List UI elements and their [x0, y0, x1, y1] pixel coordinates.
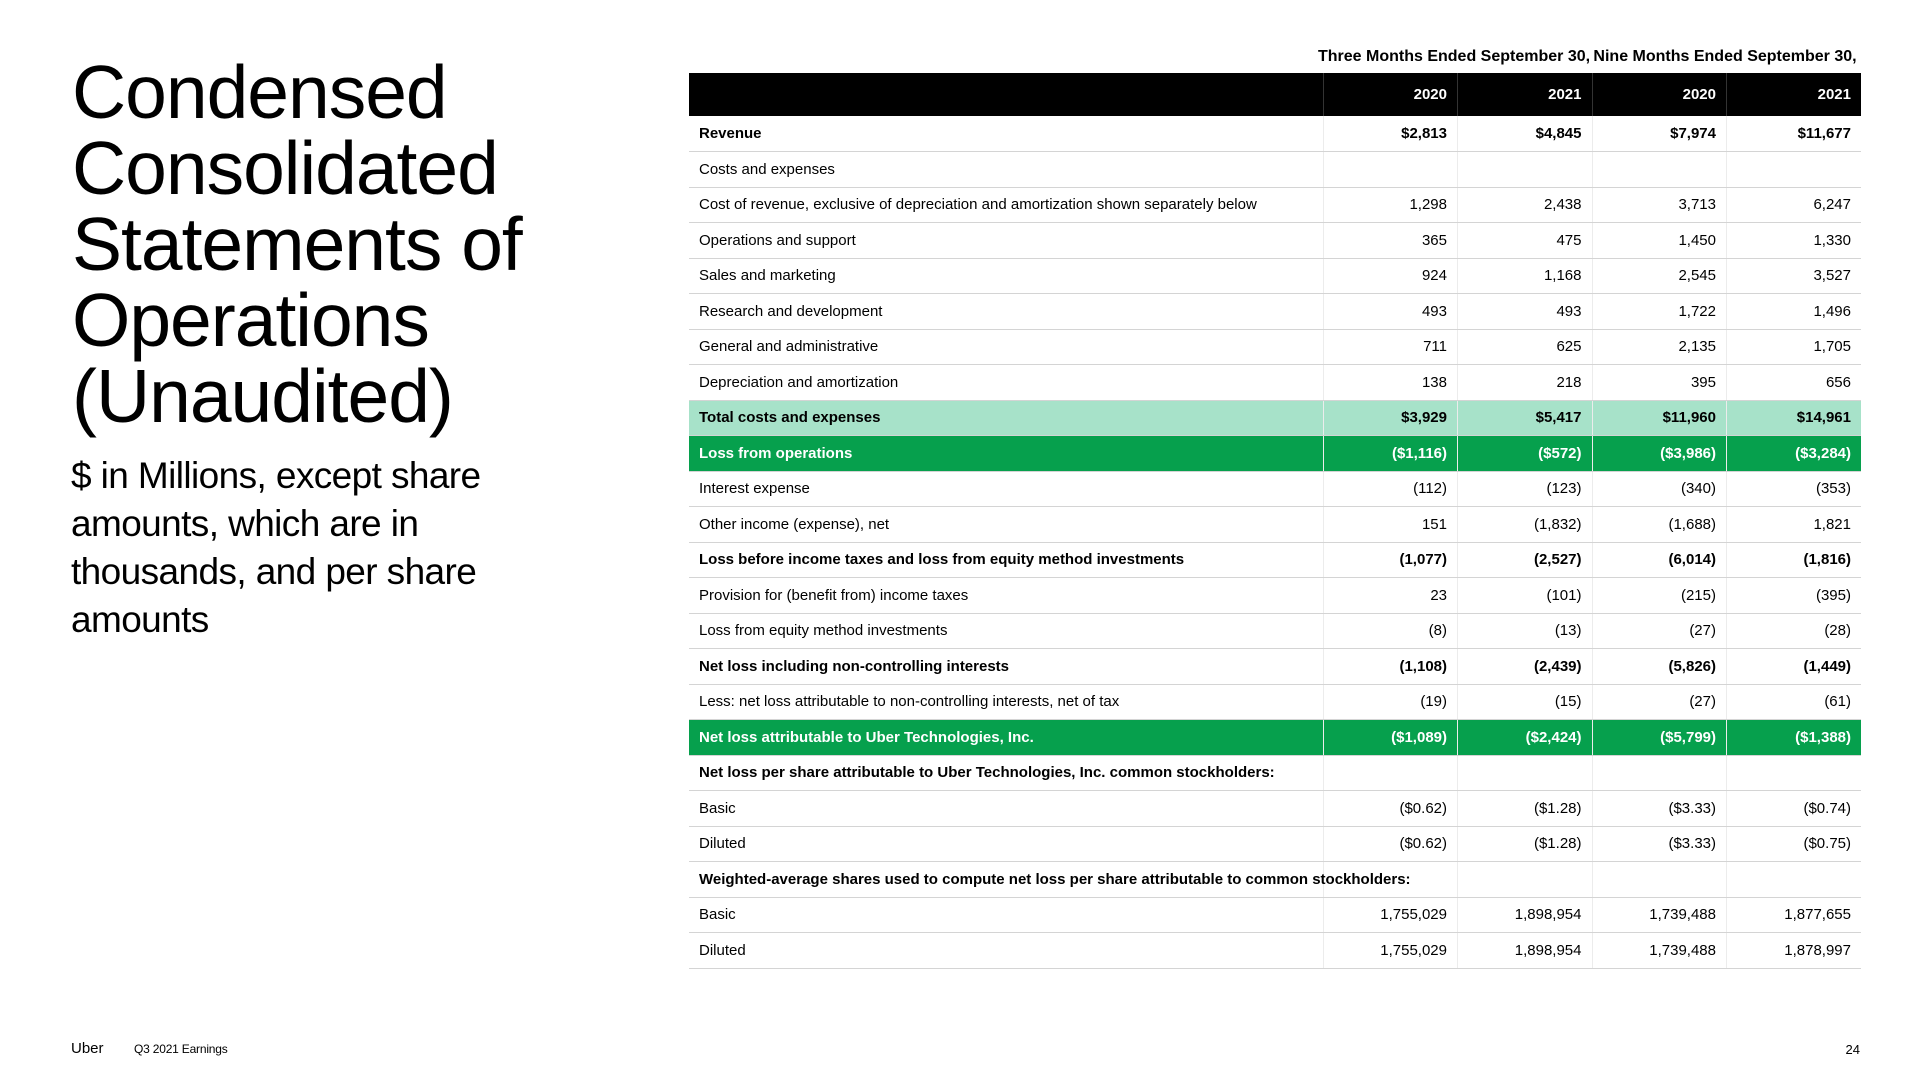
cell-value: 493	[1458, 294, 1593, 330]
footer-text: Q3 2021 Earnings	[134, 1042, 228, 1056]
row-net-loss-per-share-heading	[689, 755, 1861, 791]
cell-value: 1,722	[1592, 294, 1727, 330]
row-label: Sales and marketing	[689, 258, 1323, 294]
row-label: Less: net loss attributable to non-controlling interests, net of tax	[689, 684, 1323, 720]
cell-value: (1,816)	[1727, 542, 1862, 578]
row-label: Total costs and expenses	[689, 400, 1323, 436]
cell-value	[1592, 862, 1727, 898]
cell-value: (1,108)	[1323, 649, 1458, 685]
row-label: Interest expense	[689, 471, 1323, 507]
column-header-9m-2020: 2020	[1592, 73, 1727, 116]
row-label: Cost of revenue, exclusive of depreciation and amortization shown separately below	[689, 187, 1323, 223]
cell-value: (27)	[1592, 684, 1727, 720]
cell-value: 1,739,488	[1592, 933, 1727, 969]
cell-value: (8)	[1323, 613, 1458, 649]
row-less-nci	[689, 684, 1861, 720]
cell-value: (13)	[1458, 613, 1593, 649]
row-other-income-expense	[689, 507, 1861, 543]
cell-value: (2,439)	[1458, 649, 1593, 685]
cell-value: 1,168	[1458, 258, 1593, 294]
cell-value: 1,878,997	[1727, 933, 1862, 969]
row-cost-of-revenue	[689, 187, 1861, 223]
cell-value: 656	[1727, 365, 1862, 401]
cell-value: 1,898,954	[1458, 897, 1593, 933]
cell-value: 1,821	[1727, 507, 1862, 543]
cell-value: ($1.28)	[1458, 826, 1593, 862]
cell-value: 151	[1323, 507, 1458, 543]
cell-value: 1,450	[1592, 223, 1727, 259]
page-title: Condensed Consolidated Statements of Operations (Unaudited)	[72, 50, 522, 438]
cell-value: $3,929	[1323, 400, 1458, 436]
cell-value: 3,527	[1727, 258, 1862, 294]
cell-value: ($3.33)	[1592, 791, 1727, 827]
column-header-q3-2021: 2021	[1458, 73, 1593, 116]
cell-value: $11,677	[1727, 116, 1862, 152]
row-label: Basic	[689, 897, 1323, 933]
cell-value: ($3,284)	[1727, 436, 1862, 472]
row-label: Costs and expenses	[689, 152, 1323, 188]
cell-value: (5,826)	[1592, 649, 1727, 685]
row-total-costs-and-expenses	[689, 400, 1861, 436]
cell-value: (15)	[1458, 684, 1593, 720]
cell-value: (27)	[1592, 613, 1727, 649]
row-label: Depreciation and amortization	[689, 365, 1323, 401]
row-label: Net loss including non-controlling interests	[689, 649, 1323, 685]
cell-value: 1,755,029	[1323, 897, 1458, 933]
row-label: Operations and support	[689, 223, 1323, 259]
cell-value: (215)	[1592, 578, 1727, 614]
cell-value: 1,755,029	[1323, 933, 1458, 969]
cell-value: 365	[1323, 223, 1458, 259]
row-label: Provision for (benefit from) income taxes	[689, 578, 1323, 614]
cell-value: 1,898,954	[1458, 933, 1593, 969]
footer-brand: Uber	[71, 1040, 104, 1057]
row-costs-and-expenses	[689, 152, 1861, 188]
cell-value: (1,688)	[1592, 507, 1727, 543]
cell-value: (112)	[1323, 471, 1458, 507]
row-loss-from-equity-method	[689, 613, 1861, 649]
cell-value	[1727, 862, 1862, 898]
row-operations-and-support	[689, 223, 1861, 259]
cell-value: ($572)	[1458, 436, 1593, 472]
cell-value: (1,449)	[1727, 649, 1862, 685]
statement-of-operations-table	[689, 73, 1861, 969]
row-label: Loss from operations	[689, 436, 1323, 472]
cell-value	[1323, 755, 1458, 791]
row-label: Loss from equity method investments	[689, 613, 1323, 649]
period-header-three-months: Three Months Ended September 30,	[1318, 48, 1591, 65]
row-loss-from-operations	[689, 436, 1861, 472]
cell-value: $14,961	[1727, 400, 1862, 436]
row-label: Diluted	[689, 933, 1323, 969]
cell-value	[1458, 152, 1593, 188]
cell-value	[1458, 862, 1593, 898]
cell-value: 1,330	[1727, 223, 1862, 259]
cell-value: ($1,388)	[1727, 720, 1862, 756]
cell-value: (101)	[1458, 578, 1593, 614]
row-label: Weighted-average shares used to compute net loss per share attributable to common stockholders:	[689, 862, 1323, 898]
cell-value: (353)	[1727, 471, 1862, 507]
period-header-nine-months: Nine Months Ended September 30,	[1593, 48, 1857, 65]
cell-value: 493	[1323, 294, 1458, 330]
cell-value: (340)	[1592, 471, 1727, 507]
row-net-loss-attributable-to-uber	[689, 720, 1861, 756]
row-research-and-development	[689, 294, 1861, 330]
cell-value: ($1,089)	[1323, 720, 1458, 756]
cell-value: $4,845	[1458, 116, 1593, 152]
row-interest-expense	[689, 471, 1861, 507]
cell-value: ($1.28)	[1458, 791, 1593, 827]
cell-value	[1458, 755, 1593, 791]
row-label: Net loss per share attributable to Uber Technologies, Inc. common stockholders:	[689, 755, 1323, 791]
cell-value: $7,974	[1592, 116, 1727, 152]
cell-value: ($3.33)	[1592, 826, 1727, 862]
cell-value: 6,247	[1727, 187, 1862, 223]
cell-value: ($1,116)	[1323, 436, 1458, 472]
cell-value: 2,438	[1458, 187, 1593, 223]
cell-value: (1,077)	[1323, 542, 1458, 578]
row-label: Diluted	[689, 826, 1323, 862]
cell-value: 218	[1458, 365, 1593, 401]
row-eps-diluted	[689, 826, 1861, 862]
cell-value: 1,739,488	[1592, 897, 1727, 933]
cell-value: 3,713	[1592, 187, 1727, 223]
cell-value: ($5,799)	[1592, 720, 1727, 756]
row-label: Basic	[689, 791, 1323, 827]
row-depreciation-and-amortization	[689, 365, 1861, 401]
page-subtitle: $ in Millions, except share amounts, which are in thousands, and per share amounts	[71, 455, 481, 640]
cell-value: 2,135	[1592, 329, 1727, 365]
cell-value: (2,527)	[1458, 542, 1593, 578]
cell-value: 924	[1323, 258, 1458, 294]
row-net-loss-including-nci	[689, 649, 1861, 685]
row-shares-basic	[689, 897, 1861, 933]
row-label: Revenue	[689, 116, 1323, 152]
cell-value: ($0.75)	[1727, 826, 1862, 862]
row-sales-and-marketing	[689, 258, 1861, 294]
cell-value: 1,877,655	[1727, 897, 1862, 933]
cell-value: (61)	[1727, 684, 1862, 720]
cell-value: $5,417	[1458, 400, 1593, 436]
row-eps-basic	[689, 791, 1861, 827]
cell-value: (19)	[1323, 684, 1458, 720]
cell-value: ($3,986)	[1592, 436, 1727, 472]
column-header-q3-2020: 2020	[1323, 73, 1458, 116]
row-label: Net loss attributable to Uber Technologies, Inc.	[689, 720, 1323, 756]
cell-value: 475	[1458, 223, 1593, 259]
cell-value: (395)	[1727, 578, 1862, 614]
row-loss-before-income-taxes	[689, 542, 1861, 578]
row-shares-diluted	[689, 933, 1861, 969]
page-number: 24	[1845, 1042, 1860, 1057]
row-general-and-administrative	[689, 329, 1861, 365]
cell-value: 2,545	[1592, 258, 1727, 294]
cell-value: $11,960	[1592, 400, 1727, 436]
row-revenue	[689, 116, 1861, 152]
cell-value: (123)	[1458, 471, 1593, 507]
cell-value: 23	[1323, 578, 1458, 614]
column-header-label	[689, 73, 1323, 116]
row-label: Research and development	[689, 294, 1323, 330]
cell-value: 711	[1323, 329, 1458, 365]
cell-value: 1,705	[1727, 329, 1862, 365]
row-weighted-average-shares-heading	[689, 862, 1861, 898]
row-provision-for-income-taxes	[689, 578, 1861, 614]
table-header-row	[689, 73, 1861, 116]
cell-value: 138	[1323, 365, 1458, 401]
cell-value: 1,298	[1323, 187, 1458, 223]
cell-value: 1,496	[1727, 294, 1862, 330]
cell-value	[1727, 152, 1862, 188]
cell-value: 395	[1592, 365, 1727, 401]
row-label: General and administrative	[689, 329, 1323, 365]
row-label: Loss before income taxes and loss from equity method investments	[689, 542, 1323, 578]
cell-value: (28)	[1727, 613, 1862, 649]
cell-value: (6,014)	[1592, 542, 1727, 578]
cell-value	[1323, 152, 1458, 188]
cell-value: ($0.62)	[1323, 791, 1458, 827]
cell-value: ($2,424)	[1458, 720, 1593, 756]
cell-value: $2,813	[1323, 116, 1458, 152]
cell-value	[1592, 152, 1727, 188]
cell-value	[1592, 755, 1727, 791]
cell-value: (1,832)	[1458, 507, 1593, 543]
cell-value: 625	[1458, 329, 1593, 365]
column-header-9m-2021: 2021	[1727, 73, 1862, 116]
cell-value: ($0.74)	[1727, 791, 1862, 827]
cell-value: ($0.62)	[1323, 826, 1458, 862]
cell-value	[1727, 755, 1862, 791]
row-label: Other income (expense), net	[689, 507, 1323, 543]
